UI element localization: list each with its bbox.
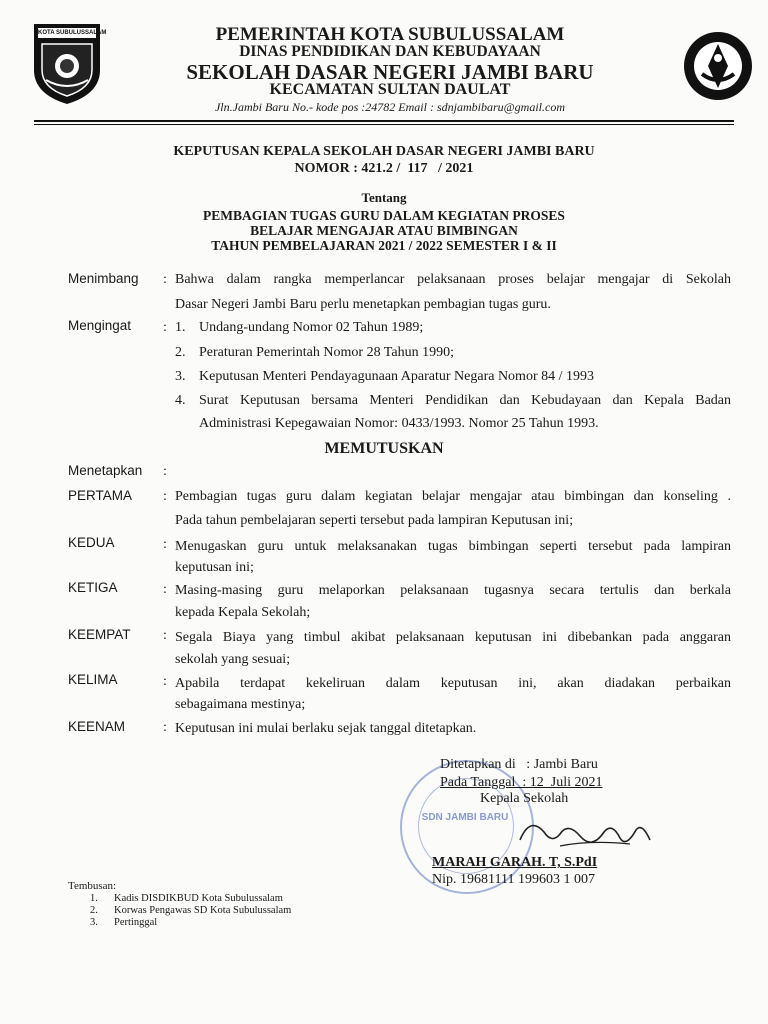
article-kedua-line-2: keputusan ini; [175, 560, 254, 575]
signature-place: Ditetapkan di : Jambi Baru [440, 757, 598, 772]
article-label-ketiga: KETIGA [68, 580, 118, 595]
colon: : [163, 489, 167, 504]
memutuskan-heading: MEMUTUSKAN [324, 440, 444, 457]
colon: : [163, 272, 167, 287]
article-pertama-line-1: Pembagian tugas guru dalam kegiatan belajar mengajar atau bimbingan dan konseling . [175, 489, 731, 504]
article-keenam-line-1: Keputusan ini mulai berlaku sejak tanggal ditetapkan. [175, 721, 477, 736]
decree-number: NOMOR : 421.2 / 117 / 2021 [294, 161, 474, 176]
article-keempat-line-1: Segala Biaya yang timbul akibat pelaksanaan keputusan ini dibebankan pada anggaran [175, 630, 731, 645]
colon: : [163, 674, 167, 689]
decree-subject [0, 208, 768, 253]
letterhead-government: PEMERINTAH KOTA SUBULUSSALAM [215, 24, 565, 45]
article-label-keenam: KEENAM [68, 719, 126, 734]
colon: : [163, 464, 167, 479]
colon: : [163, 628, 167, 643]
city-logo [30, 20, 107, 106]
education-logo [682, 30, 754, 102]
signature-role: Kepala Sekolah [480, 791, 569, 806]
menimbang-label: Menimbang [68, 271, 139, 286]
tembusan-num-2: 2. [90, 905, 98, 916]
mengingat-text-4b: Administrasi Kepegawaian Nomor: 0433/1993. Nomor 25 Tahun 1993. [199, 416, 599, 431]
menimbang-line-1: Bahwa dalam rangka memperlancar pelaksanaan proses belajar mengajar di Sekolah [175, 272, 731, 287]
article-ketiga-line-1: Masing-masing guru melaporkan pelaksanaan tugasnya secara tertulis dan berkala [175, 583, 731, 598]
tembusan-label: Tembusan: [68, 880, 117, 892]
subject-line-3: TAHUN PEMBELAJARAN 2021 / 2022 SEMESTER I & II [211, 238, 557, 253]
header-rule-thick [34, 120, 734, 122]
article-label-kelima: KELIMA [68, 672, 118, 687]
stamp-text: SDN JAMBI BARU [421, 812, 509, 823]
mengingat-num-2: 2. [175, 345, 186, 360]
tembusan-item-3: Pertinggal [114, 917, 158, 928]
signatory-name: MARAH GARAH. T, S.PdI [432, 855, 598, 870]
subject-line-1: PEMBAGIAN TUGAS GURU DALAM KEGIATAN PROSES [203, 208, 565, 223]
colon: : [163, 720, 167, 735]
tembusan-item-1: Kadis DISDIKBUD Kota Subulussalam [114, 893, 283, 904]
mengingat-num-3: 3. [175, 369, 186, 384]
letterhead-school: SEKOLAH DASAR NEGERI JAMBI BARU [186, 60, 594, 84]
subject-line-2: BELAJAR MENGAJAR ATAU BIMBINGAN [250, 223, 518, 238]
letterhead-department: DINAS PENDIDIKAN DAN KEBUDAYAAN [239, 43, 541, 60]
tembusan-num-3: 3. [90, 917, 98, 928]
menimbang-line-2: Dasar Negeri Jambi Baru perlu menetapkan pembagian tugas guru. [175, 297, 551, 312]
menetapkan-label: Menetapkan [68, 463, 143, 478]
tembusan-item-2: Korwas Pengawas SD Kota Subulussalam [114, 905, 292, 916]
tentang-label: Tentang [361, 190, 407, 205]
mengingat-num-4: 4. [175, 393, 186, 408]
mengingat-text-3: Keputusan Menteri Pendayagunaan Aparatur Negara Nomor 84 / 1993 [199, 369, 594, 384]
article-kedua-line-1: Menugaskan guru untuk melaksanakan tugas bimbingan seperti tersebut pada lampiran [175, 539, 731, 554]
header-rule-thin [34, 124, 734, 125]
article-kelima-line-1: Apabila terdapat kekeliruan dalam keputusan ini, akan diadakan perbaikan [175, 676, 731, 691]
letterhead-district: KECAMATAN SULTAN DAULAT [269, 81, 511, 98]
colon: : [163, 537, 167, 552]
mengingat-text-4: Surat Keputusan bersama Menteri Pendidikan dan Kebudayaan dan Kepala Badan [199, 393, 731, 408]
letterhead-address: Jln.Jambi Baru No.- kode pos :24782 Email : sdnjambibaru@gmail.com [214, 100, 565, 114]
signatory-nip: Nip. 19681111 199603 1 007 [432, 872, 595, 887]
article-keempat-line-2: sekolah yang sesuai; [175, 652, 291, 667]
article-ketiga-line-2: kepada Kepala Sekolah; [175, 605, 311, 620]
decree-title: KEPUTUSAN KEPALA SEKOLAH DASAR NEGERI JAMBI BARU [173, 144, 595, 159]
article-label-keempat: KEEMPAT [68, 627, 131, 642]
article-label-kedua: KEDUA [68, 535, 115, 550]
colon: : [163, 582, 167, 597]
mengingat-text-2: Peraturan Pemerintah Nomor 28 Tahun 1990; [199, 345, 454, 360]
tembusan-num-1: 1. [90, 893, 98, 904]
signature-date: Pada Tanggal : 12 Juli 2021 [440, 775, 603, 790]
mengingat-text-1: Undang-undang Nomor 02 Tahun 1989; [199, 320, 424, 335]
article-kelima-line-2: sebagaimana mestinya; [175, 697, 306, 712]
article-label-pertama: PERTAMA [68, 488, 133, 503]
logo-caption: KOTA SUBULUSSALAM [38, 30, 107, 36]
colon: : [163, 320, 167, 335]
handwritten-signature [500, 810, 660, 858]
mengingat-num-1: 1. [175, 320, 186, 335]
mengingat-label: Mengingat [68, 318, 132, 333]
article-pertama-line-2: Pada tahun pembelajaran seperti tersebut pada lampiran Keputusan ini; [175, 513, 574, 528]
